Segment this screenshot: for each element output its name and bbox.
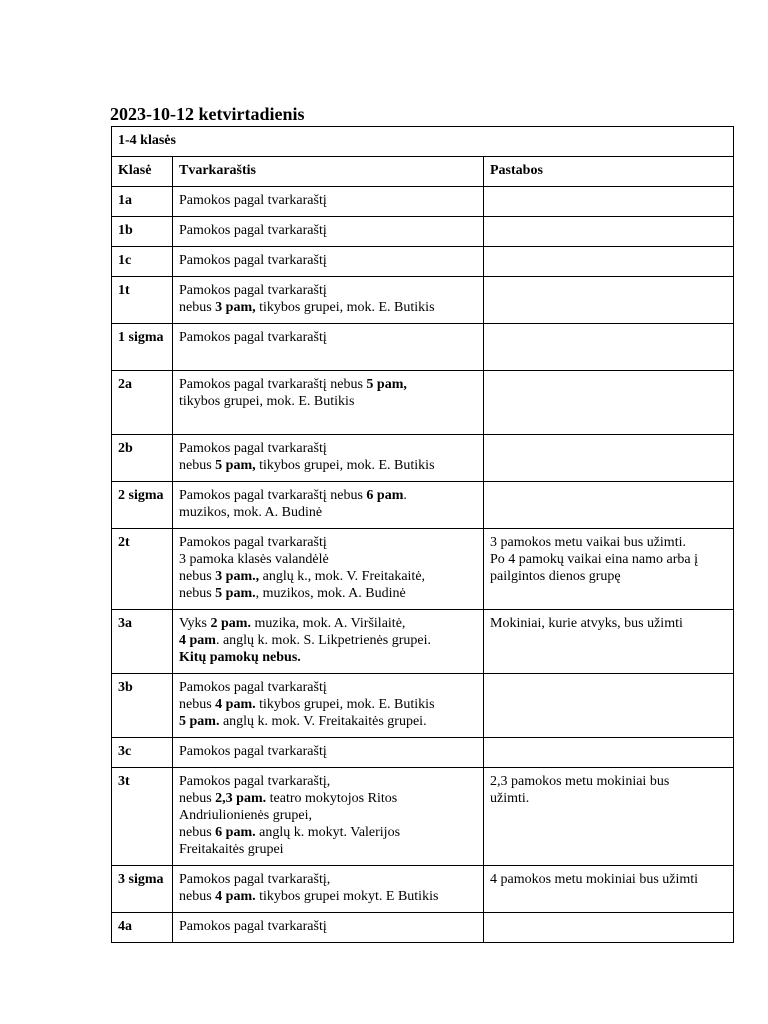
notes-cell (484, 217, 734, 247)
schedule-cell (173, 187, 484, 217)
schedule-cell (173, 610, 484, 674)
class-cell: 2a (112, 371, 173, 435)
class-cell: 3c (112, 738, 173, 768)
schedule-line: 5 pam. anglų k. mok. V. Freitakaitės grupei. (179, 714, 427, 729)
schedule-line: nebus 2,3 pam. teatro mokytojos Ritos (179, 791, 398, 806)
schedule-line: nebus 5 pam, tikybos grupei, mok. E. Butikis (179, 458, 435, 473)
table-row (112, 187, 734, 217)
table-row (112, 610, 734, 674)
schedule-cell (173, 482, 484, 529)
schedule-line: Kitų pamokų nebus. (179, 650, 301, 665)
schedule-line: Pamokos pagal tvarkaraštį (179, 441, 327, 456)
schedule-line: Freitakaitės grupei (179, 842, 284, 857)
notes-cell (484, 768, 734, 866)
notes-cell (484, 247, 734, 277)
schedule-line: Pamokos pagal tvarkaraštį (179, 535, 327, 550)
table-row (112, 371, 734, 435)
table-row (112, 482, 734, 529)
notes-cell (484, 866, 734, 913)
schedule-line: 4 pam. anglų k. mok. S. Likpetrienės grupei. (179, 633, 431, 648)
table-row (112, 529, 734, 610)
schedule-line: nebus 4 pam. tikybos grupei, mok. E. Butikis (179, 697, 435, 712)
notes-line: Po 4 pamokų vaikai eina namo arba į (490, 552, 698, 567)
column-header-notes: Pastabos (484, 157, 734, 187)
schedule-line: Pamokos pagal tvarkaraštį (179, 330, 327, 345)
schedule-cell (173, 247, 484, 277)
schedule-cell (173, 529, 484, 610)
notes-cell (484, 435, 734, 482)
schedule-table (111, 126, 734, 943)
notes-cell (484, 738, 734, 768)
schedule-line: Pamokos pagal tvarkaraštį (179, 283, 327, 298)
notes-cell (484, 610, 734, 674)
class-cell: 2t (112, 529, 173, 610)
schedule-line: nebus 5 pam., muzikos, mok. A. Budinė (179, 586, 406, 601)
table-row (112, 217, 734, 247)
page-title: 2023-10-12 ketvirtadienis (110, 104, 305, 124)
schedule-cell (173, 738, 484, 768)
schedule-line: Pamokos pagal tvarkaraštį nebus 6 pam. (179, 488, 407, 503)
schedule-line: Pamokos pagal tvarkaraštį nebus 5 pam, (179, 377, 407, 392)
table-row (112, 324, 734, 371)
schedule-line: muzikos, mok. A. Budinė (179, 505, 323, 520)
schedule-cell (173, 277, 484, 324)
table-row (112, 435, 734, 482)
notes-cell (484, 674, 734, 738)
notes-line: Mokiniai, kurie atvyks, bus užimti (490, 616, 683, 631)
notes-line: užimti. (490, 791, 530, 806)
class-cell: 1a (112, 187, 173, 217)
class-cell: 2b (112, 435, 173, 482)
table-row (112, 866, 734, 913)
class-cell: 1b (112, 217, 173, 247)
class-cell: 3a (112, 610, 173, 674)
schedule-line: tikybos grupei, mok. E. Butikis (179, 394, 355, 409)
class-cell: 4a (112, 913, 173, 943)
schedule-line: nebus 4 pam. tikybos grupei mokyt. E Butikis (179, 889, 439, 904)
schedule-cell (173, 674, 484, 738)
column-header-schedule: Tvarkaraštis (173, 157, 484, 187)
schedule-cell (173, 435, 484, 482)
class-cell: 3 sigma (112, 866, 173, 913)
class-cell: 2 sigma (112, 482, 173, 529)
notes-line: pailgintos dienos grupę (490, 569, 621, 584)
schedule-line: Pamokos pagal tvarkaraštį (179, 919, 327, 934)
notes-cell (484, 187, 734, 217)
notes-line: 4 pamokos metu mokiniai bus užimti (490, 872, 699, 887)
schedule-line: Pamokos pagal tvarkaraštį, (179, 872, 331, 887)
notes-cell (484, 482, 734, 529)
schedule-rows (112, 187, 734, 943)
class-cell: 1t (112, 277, 173, 324)
schedule-line: nebus 3 pam, tikybos grupei, mok. E. Butikis (179, 300, 435, 315)
schedule-line: Pamokos pagal tvarkaraštį (179, 680, 327, 695)
class-cell: 1 sigma (112, 324, 173, 371)
column-header-row (112, 157, 734, 187)
notes-line: 2,3 pamokos metu mokiniai bus (490, 774, 670, 789)
notes-cell (484, 277, 734, 324)
schedule-cell (173, 217, 484, 247)
notes-cell (484, 529, 734, 610)
table-row (112, 913, 734, 943)
notes-line: 3 pamokos metu vaikai bus užimti. (490, 535, 686, 550)
schedule-line: Pamokos pagal tvarkaraštį, (179, 774, 331, 789)
class-cell: 3t (112, 768, 173, 866)
schedule-cell (173, 866, 484, 913)
table-row (112, 277, 734, 324)
schedule-line: nebus 6 pam. anglų k. mokyt. Valerijos (179, 825, 401, 840)
notes-cell (484, 324, 734, 371)
class-cell: 3b (112, 674, 173, 738)
table-row (112, 738, 734, 768)
table-row (112, 247, 734, 277)
column-header-class: Klasė (112, 157, 173, 187)
class-cell: 1c (112, 247, 173, 277)
group-header: 1-4 klasės (112, 127, 734, 157)
schedule-line: Andriulionienės grupei, (179, 808, 312, 823)
schedule-line: Pamokos pagal tvarkaraštį (179, 223, 327, 238)
schedule-cell (173, 913, 484, 943)
schedule-cell (173, 371, 484, 435)
schedule-line: 3 pamoka klasės valandėlė (179, 552, 329, 567)
notes-cell (484, 913, 734, 943)
schedule-line: Pamokos pagal tvarkaraštį (179, 193, 327, 208)
group-header-row (112, 127, 734, 157)
table-row (112, 674, 734, 738)
schedule-cell (173, 324, 484, 371)
schedule-line: Vyks 2 pam. muzika, mok. A. Viršilaitė, (179, 616, 406, 631)
notes-cell (484, 371, 734, 435)
table-row (112, 768, 734, 866)
schedule-cell (173, 768, 484, 866)
schedule-line: nebus 3 pam., anglų k., mok. V. Freitakaitė, (179, 569, 426, 584)
schedule-line: Pamokos pagal tvarkaraštį (179, 253, 327, 268)
schedule-line: Pamokos pagal tvarkaraštį (179, 744, 327, 759)
